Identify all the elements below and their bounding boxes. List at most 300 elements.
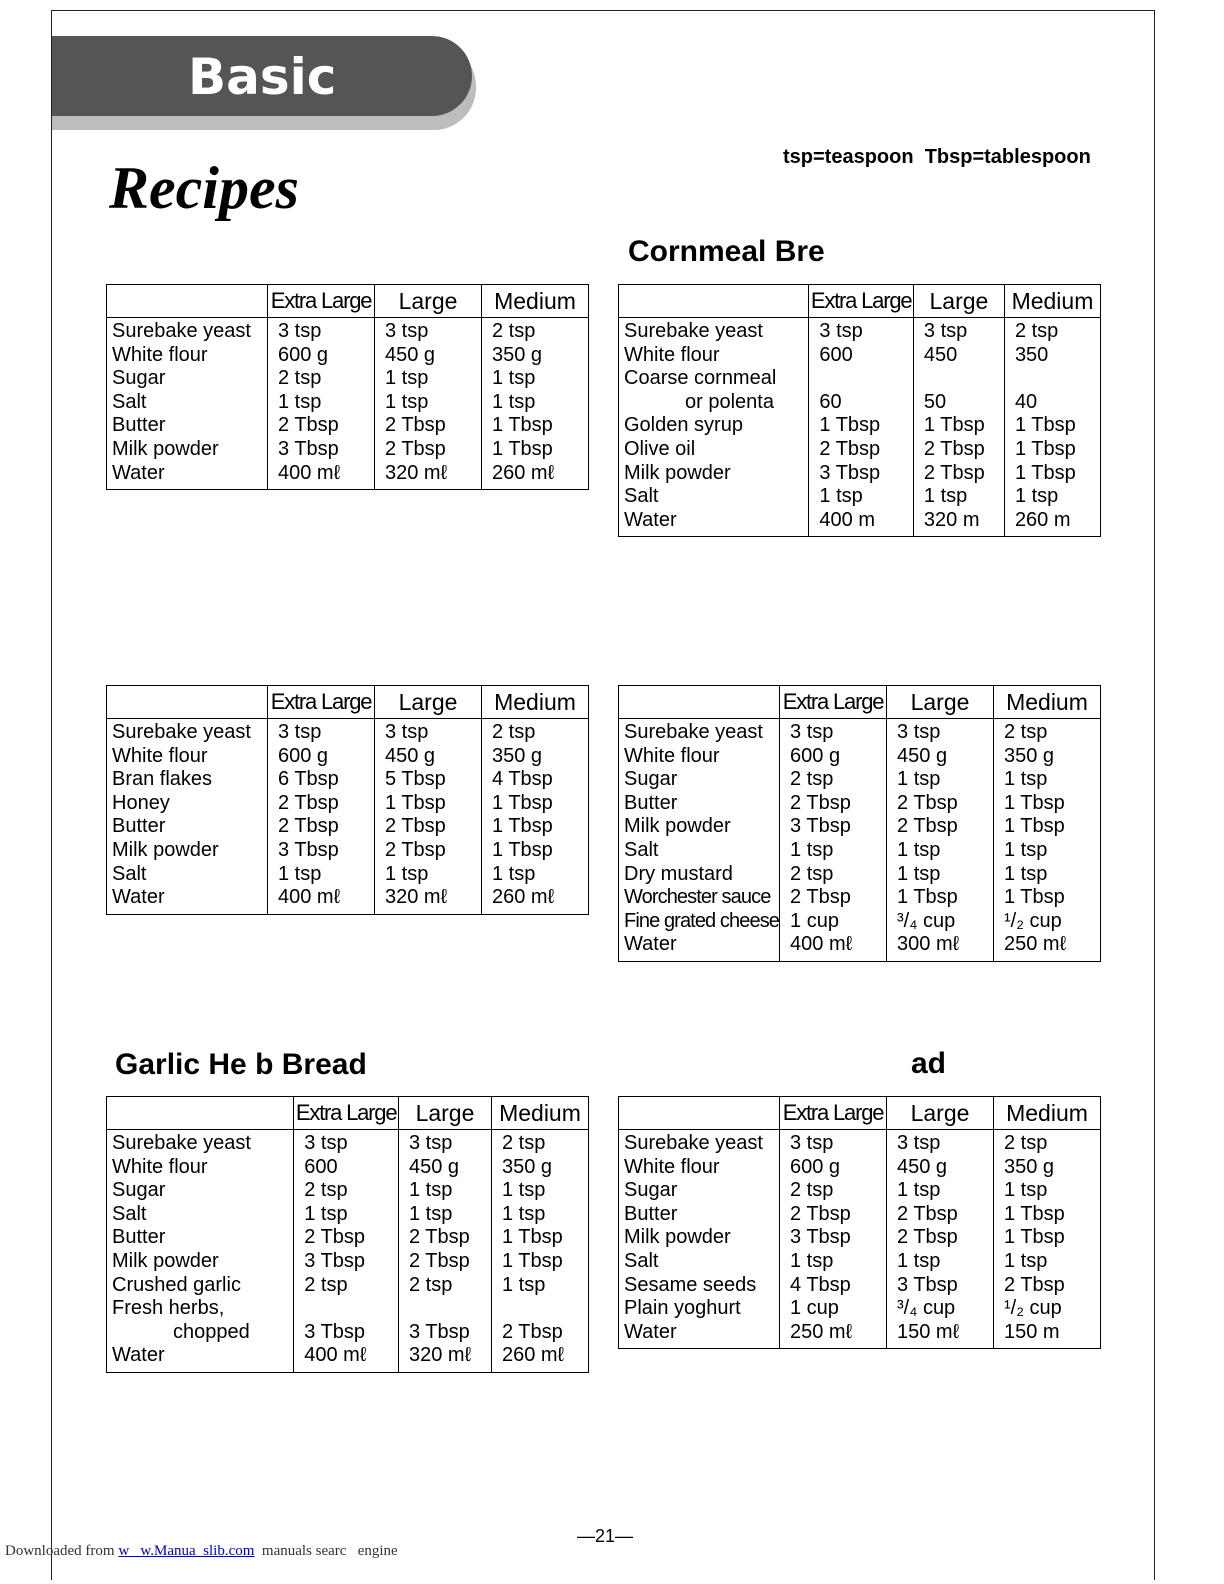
table-row <box>619 719 1101 745</box>
ingredient-cell: Milk powder <box>619 1226 780 1250</box>
amount-cell: 2 tsp <box>780 1179 887 1203</box>
ingredient-cell: chopped <box>107 1321 294 1345</box>
amount-cell: 400 m <box>809 509 914 537</box>
amount-cell: 1 Tbsp <box>482 815 589 839</box>
table-row <box>107 1344 589 1372</box>
amount-cell: 1 tsp <box>268 863 375 887</box>
amount-cell: 3 tsp <box>809 318 914 344</box>
ingredient-cell: Bran flakes <box>107 768 268 792</box>
amount-cell: 1 Tbsp <box>482 839 589 863</box>
amount-cell: 320 m <box>913 509 1004 537</box>
amount-cell: 1 tsp <box>1004 485 1100 509</box>
amount-cell: 150 mℓ <box>887 1321 994 1349</box>
amount-cell: 2 tsp <box>491 1130 588 1156</box>
amount-cell: 1 tsp <box>993 768 1100 792</box>
table-row <box>107 1156 589 1180</box>
column-header: Large <box>375 686 482 719</box>
amount-cell: 2 Tbsp <box>913 438 1004 462</box>
amount-cell: 320 mℓ <box>375 462 482 490</box>
ingredient-cell: Salt <box>107 391 268 415</box>
table-row <box>619 910 1101 934</box>
amount-cell: 1 tsp <box>294 1203 399 1227</box>
recipe-table <box>618 1096 1101 1349</box>
amount-cell: 2 tsp <box>994 1130 1101 1156</box>
amount-cell: 350 g <box>994 1156 1101 1180</box>
ingredient-cell: Fine grated cheese <box>619 910 780 934</box>
ingredient-cell: Water <box>107 462 268 490</box>
table-row <box>107 792 589 816</box>
recipe-table <box>618 284 1101 537</box>
amount-cell: 250 mℓ <box>780 1321 887 1349</box>
amount-cell: 3 tsp <box>913 318 1004 344</box>
table-row <box>619 1203 1101 1227</box>
amount-cell: 1 tsp <box>482 391 589 415</box>
amount-cell: ³/₄ cup <box>887 1297 994 1321</box>
ingredient-cell: Honey <box>107 792 268 816</box>
amount-cell: 2 tsp <box>482 318 589 344</box>
column-header: Medium <box>482 285 589 318</box>
amount-cell: 3 Tbsp <box>809 462 914 486</box>
amount-cell: 1 Tbsp <box>913 414 1004 438</box>
ingredient-cell: Water <box>107 1344 294 1372</box>
amount-cell: 1 tsp <box>993 863 1100 887</box>
ingredient-cell: Surebake yeast <box>107 1130 294 1156</box>
table-row <box>619 886 1101 910</box>
header-blank-cell <box>107 285 268 318</box>
amount-cell: 2 tsp <box>780 768 887 792</box>
units-legend: tsp=teaspoon Tbsp=tablespoon <box>783 146 1091 168</box>
table-row <box>107 1130 589 1156</box>
amount-cell: 2 tsp <box>294 1179 399 1203</box>
table-row <box>107 438 589 462</box>
column-header: Extra Large <box>268 285 375 318</box>
ingredient-cell: Salt <box>107 863 268 887</box>
amount-cell: 2 Tbsp <box>398 1250 491 1274</box>
amount-cell: 150 m <box>994 1321 1101 1349</box>
amount-cell <box>913 367 1004 391</box>
amount-cell: 2 tsp <box>268 367 375 391</box>
amount-cell: 1 tsp <box>780 839 887 863</box>
amount-cell: 1 Tbsp <box>809 414 914 438</box>
amount-cell: 2 Tbsp <box>887 815 994 839</box>
amount-cell: 1 tsp <box>268 391 375 415</box>
amount-cell: 1 Tbsp <box>993 792 1100 816</box>
footer-suffix: manuals searc engine <box>254 1543 398 1559</box>
recipe-title-partial: ad <box>911 1047 947 1080</box>
amount-cell: 1 Tbsp <box>993 815 1100 839</box>
amount-cell: 2 Tbsp <box>809 438 914 462</box>
amount-cell: 1 tsp <box>809 485 914 509</box>
ingredient-cell: Sugar <box>107 367 268 391</box>
table-row <box>619 815 1101 839</box>
amount-cell: 2 tsp <box>482 719 589 745</box>
amount-cell: 1 tsp <box>887 1179 994 1203</box>
amount-cell <box>491 1297 588 1321</box>
table-header-row <box>107 686 589 719</box>
ingredient-cell: Milk powder <box>107 1250 294 1274</box>
amount-cell: 260 m <box>1004 509 1100 537</box>
table-row <box>107 414 589 438</box>
ingredient-cell: Water <box>107 886 268 914</box>
column-header: Large <box>375 285 482 318</box>
amount-cell: 450 g <box>375 344 482 368</box>
amount-cell: 1 tsp <box>994 1179 1101 1203</box>
ingredient-cell: Surebake yeast <box>619 1130 780 1156</box>
footer-prefix: Downloaded from <box>5 1543 119 1559</box>
amount-cell: 2 Tbsp <box>994 1274 1101 1298</box>
amount-cell: 1 tsp <box>887 839 994 863</box>
amount-cell: 40 <box>1004 391 1100 415</box>
amount-cell: 3 tsp <box>268 318 375 344</box>
amount-cell: 1 Tbsp <box>491 1250 588 1274</box>
ingredient-cell: or polenta <box>619 391 809 415</box>
amount-cell: 2 Tbsp <box>268 815 375 839</box>
amount-cell: 1 Tbsp <box>1004 438 1100 462</box>
column-header: Medium <box>994 1097 1101 1130</box>
ingredient-cell: Milk powder <box>619 462 809 486</box>
amount-cell: 1 Tbsp <box>1004 462 1100 486</box>
amount-cell: 400 mℓ <box>268 886 375 914</box>
table-header-row <box>107 285 589 318</box>
amount-cell: 3 tsp <box>780 1130 887 1156</box>
amount-cell: 2 Tbsp <box>268 414 375 438</box>
ingredient-cell: Crushed garlic <box>107 1274 294 1298</box>
amount-cell: 6 Tbsp <box>268 768 375 792</box>
amount-cell: 1 cup <box>780 1297 887 1321</box>
ingredient-cell: Olive oil <box>619 438 809 462</box>
amount-cell: 450 <box>913 344 1004 368</box>
column-header: Large <box>887 1097 994 1130</box>
ingredient-cell: White flour <box>619 1156 780 1180</box>
table-row <box>619 462 1101 486</box>
amount-cell: 2 Tbsp <box>913 462 1004 486</box>
ingredient-cell: Milk powder <box>619 815 780 839</box>
amount-cell: 3 Tbsp <box>780 815 887 839</box>
table-row <box>107 462 589 490</box>
table-row <box>619 1130 1101 1156</box>
amount-cell: 3 tsp <box>887 1130 994 1156</box>
amount-cell: 2 tsp <box>993 719 1100 745</box>
ingredient-cell: Sugar <box>619 768 780 792</box>
table-row <box>619 933 1101 961</box>
table-row <box>619 1274 1101 1298</box>
table-row <box>619 1250 1101 1274</box>
ingredient-cell: Salt <box>107 1203 294 1227</box>
amount-cell: 3 Tbsp <box>294 1250 399 1274</box>
column-header: Medium <box>482 686 589 719</box>
amount-cell: 1 tsp <box>491 1179 588 1203</box>
amount-cell: 350 <box>1004 344 1100 368</box>
recipe-table <box>106 685 589 915</box>
amount-cell: 4 Tbsp <box>780 1274 887 1298</box>
amount-cell: 1 Tbsp <box>482 438 589 462</box>
ingredient-cell: White flour <box>107 1156 294 1180</box>
amount-cell: 2 Tbsp <box>780 792 887 816</box>
amount-cell: 1 tsp <box>780 1250 887 1274</box>
header-blank-cell <box>107 1097 294 1130</box>
column-header: Large <box>913 285 1004 318</box>
amount-cell: 600 <box>294 1156 399 1180</box>
footer-link[interactable]: w w.Manua slib.com <box>118 1543 255 1559</box>
amount-cell: 2 Tbsp <box>375 815 482 839</box>
amount-cell: 1 tsp <box>491 1203 588 1227</box>
amount-cell: 600 g <box>268 344 375 368</box>
amount-cell: 400 mℓ <box>268 462 375 490</box>
header-blank-cell <box>619 285 809 318</box>
table-row <box>107 839 589 863</box>
amount-cell: 50 <box>913 391 1004 415</box>
amount-cell: 3 tsp <box>268 719 375 745</box>
amount-cell: 2 Tbsp <box>780 886 887 910</box>
amount-cell: 1 Tbsp <box>1004 414 1100 438</box>
amount-cell: 2 Tbsp <box>887 792 994 816</box>
amount-cell: 1 tsp <box>887 863 994 887</box>
amount-cell: 320 mℓ <box>375 886 482 914</box>
header-blank-cell <box>107 686 268 719</box>
table-row <box>619 1156 1101 1180</box>
column-header: Extra Large <box>809 285 914 318</box>
amount-cell: 600 g <box>780 745 887 769</box>
ingredient-cell: Water <box>619 509 809 537</box>
recipe-table <box>618 685 1101 962</box>
amount-cell: 1 tsp <box>375 367 482 391</box>
ingredient-cell: Surebake yeast <box>619 719 780 745</box>
amount-cell: 2 Tbsp <box>491 1321 588 1345</box>
table-row <box>619 367 1101 391</box>
table-row <box>619 414 1101 438</box>
table-row <box>107 318 589 344</box>
column-header: Large <box>887 686 994 719</box>
amount-cell: 1 tsp <box>375 391 482 415</box>
amount-cell: 450 g <box>887 1156 994 1180</box>
amount-cell: 1 tsp <box>375 863 482 887</box>
table-row <box>619 1226 1101 1250</box>
amount-cell: 600 g <box>780 1156 887 1180</box>
ingredient-cell: Butter <box>107 1226 294 1250</box>
amount-cell: 350 g <box>491 1156 588 1180</box>
amount-cell: 3 tsp <box>398 1130 491 1156</box>
amount-cell: 3 Tbsp <box>268 438 375 462</box>
table-row <box>619 1297 1101 1321</box>
ingredient-cell: Butter <box>619 792 780 816</box>
amount-cell: 3 Tbsp <box>398 1321 491 1345</box>
column-header: Medium <box>1004 285 1100 318</box>
amount-cell: 1 tsp <box>887 768 994 792</box>
ingredient-cell: Coarse cornmeal <box>619 367 809 391</box>
table-header-row <box>619 285 1101 318</box>
ingredient-cell: White flour <box>107 344 268 368</box>
amount-cell: 3 Tbsp <box>887 1274 994 1298</box>
amount-cell: 1 cup <box>780 910 887 934</box>
table-row <box>107 863 589 887</box>
amount-cell: 3 tsp <box>780 719 887 745</box>
table-row <box>619 509 1101 537</box>
amount-cell <box>294 1297 399 1321</box>
amount-cell: 1 Tbsp <box>491 1226 588 1250</box>
amount-cell: 350 g <box>482 344 589 368</box>
amount-cell: 250 mℓ <box>993 933 1100 961</box>
table-row <box>107 886 589 914</box>
amount-cell: 400 mℓ <box>294 1344 399 1372</box>
amount-cell: 600 g <box>268 745 375 769</box>
table-row <box>107 1203 589 1227</box>
table-row <box>619 1321 1101 1349</box>
table-header-row <box>619 686 1101 719</box>
amount-cell: 5 Tbsp <box>375 768 482 792</box>
amount-cell: 1 tsp <box>913 485 1004 509</box>
amount-cell: 450 g <box>887 745 994 769</box>
table-header-row <box>107 1097 589 1130</box>
ingredient-cell: Sugar <box>619 1179 780 1203</box>
ingredient-cell: Surebake yeast <box>107 318 268 344</box>
amount-cell: 3 tsp <box>375 719 482 745</box>
table-row <box>107 1274 589 1298</box>
amount-cell: 1 tsp <box>994 1250 1101 1274</box>
column-header: Medium <box>491 1097 588 1130</box>
recipe-table <box>106 1096 589 1373</box>
table-row <box>619 1179 1101 1203</box>
page-number: —21— <box>577 1526 634 1546</box>
amount-cell: 60 <box>809 391 914 415</box>
ingredient-cell: Fresh herbs, <box>107 1297 294 1321</box>
table-row <box>107 1297 589 1321</box>
table-row <box>107 367 589 391</box>
amount-cell: 2 tsp <box>780 863 887 887</box>
ingredient-cell: Water <box>619 1321 780 1349</box>
table-row <box>107 1226 589 1250</box>
amount-cell: 300 mℓ <box>887 933 994 961</box>
ingredient-cell: Surebake yeast <box>107 719 268 745</box>
table-row <box>619 863 1101 887</box>
amount-cell: 1 Tbsp <box>375 792 482 816</box>
amount-cell: 260 mℓ <box>482 462 589 490</box>
amount-cell: 3 Tbsp <box>268 839 375 863</box>
amount-cell: ¹/₂ cup <box>993 910 1100 934</box>
ingredient-cell: White flour <box>107 745 268 769</box>
table-header-row <box>619 1097 1101 1130</box>
table-row <box>107 391 589 415</box>
table-row <box>619 344 1101 368</box>
ingredient-cell: Salt <box>619 839 780 863</box>
recipe-table <box>106 284 589 490</box>
amount-cell: 1 tsp <box>398 1179 491 1203</box>
ingredient-cell: Butter <box>107 414 268 438</box>
table-row <box>619 792 1101 816</box>
header-blank-cell <box>619 686 780 719</box>
amount-cell: 3 Tbsp <box>294 1321 399 1345</box>
table-row <box>107 815 589 839</box>
amount-cell: 2 Tbsp <box>780 1203 887 1227</box>
amount-cell: 320 mℓ <box>398 1344 491 1372</box>
amount-cell: 3 tsp <box>375 318 482 344</box>
ingredient-cell: Surebake yeast <box>619 318 809 344</box>
ingredient-cell: Dry mustard <box>619 863 780 887</box>
amount-cell: 2 Tbsp <box>268 792 375 816</box>
recipe-title-garlic-herb: Garlic He b Bread <box>115 1048 367 1081</box>
amount-cell: 1 tsp <box>482 367 589 391</box>
ingredient-cell: Worchester sauce <box>619 886 780 910</box>
table-row <box>107 745 589 769</box>
page-title: Recipes <box>109 155 299 221</box>
table-row <box>107 1250 589 1274</box>
table-row <box>107 1321 589 1345</box>
column-header: Extra Large <box>780 1097 887 1130</box>
amount-cell: 1 tsp <box>993 839 1100 863</box>
amount-cell: 400 mℓ <box>780 933 887 961</box>
ingredient-cell: Sugar <box>107 1179 294 1203</box>
amount-cell: 450 g <box>375 745 482 769</box>
ingredient-cell: Sesame seeds <box>619 1274 780 1298</box>
amount-cell: 4 Tbsp <box>482 768 589 792</box>
footer <box>5 1543 398 1560</box>
amount-cell: 1 Tbsp <box>993 886 1100 910</box>
amount-cell <box>398 1297 491 1321</box>
recipe-title-cornmeal: Cornmeal Bre <box>628 235 825 268</box>
amount-cell: 2 Tbsp <box>887 1203 994 1227</box>
amount-cell: 600 <box>809 344 914 368</box>
amount-cell: 350 g <box>993 745 1100 769</box>
ingredient-cell: Salt <box>619 1250 780 1274</box>
amount-cell: 1 Tbsp <box>482 414 589 438</box>
ingredient-cell: Butter <box>619 1203 780 1227</box>
amount-cell: 260 mℓ <box>491 1344 588 1372</box>
table-row <box>619 768 1101 792</box>
amount-cell: 1 Tbsp <box>994 1203 1101 1227</box>
amount-cell: 2 Tbsp <box>375 414 482 438</box>
amount-cell: 2 Tbsp <box>887 1226 994 1250</box>
amount-cell: 2 Tbsp <box>294 1226 399 1250</box>
amount-cell: 1 Tbsp <box>887 886 994 910</box>
ingredient-cell: Golden syrup <box>619 414 809 438</box>
ingredient-cell: Water <box>619 933 780 961</box>
table-row <box>619 318 1101 344</box>
amount-cell: 3 tsp <box>887 719 994 745</box>
column-header: Extra Large <box>268 686 375 719</box>
ingredient-cell: Milk powder <box>107 438 268 462</box>
ingredient-cell: White flour <box>619 745 780 769</box>
ingredient-cell: Salt <box>619 485 809 509</box>
amount-cell: 2 tsp <box>1004 318 1100 344</box>
amount-cell: 2 Tbsp <box>398 1226 491 1250</box>
amount-cell: 2 Tbsp <box>375 839 482 863</box>
amount-cell: 2 Tbsp <box>375 438 482 462</box>
table-row <box>107 719 589 745</box>
amount-cell: 1 Tbsp <box>994 1226 1101 1250</box>
amount-cell <box>1004 367 1100 391</box>
column-header: Large <box>398 1097 491 1130</box>
amount-cell: 1 tsp <box>491 1274 588 1298</box>
table-row <box>107 768 589 792</box>
amount-cell: 1 tsp <box>482 863 589 887</box>
amount-cell: 450 g <box>398 1156 491 1180</box>
amount-cell <box>809 367 914 391</box>
amount-cell: 3 Tbsp <box>780 1226 887 1250</box>
ingredient-cell: Plain yoghurt <box>619 1297 780 1321</box>
ingredient-cell: Butter <box>107 815 268 839</box>
column-header: Extra Large <box>780 686 887 719</box>
table-row <box>619 745 1101 769</box>
table-row <box>619 485 1101 509</box>
amount-cell: 1 Tbsp <box>482 792 589 816</box>
amount-cell: 3 tsp <box>294 1130 399 1156</box>
amount-cell: 350 g <box>482 745 589 769</box>
table-row <box>619 438 1101 462</box>
amount-cell: ¹/₂ cup <box>994 1297 1101 1321</box>
table-row <box>619 839 1101 863</box>
column-header: Extra Large <box>294 1097 399 1130</box>
table-row <box>107 344 589 368</box>
amount-cell: 1 tsp <box>887 1250 994 1274</box>
